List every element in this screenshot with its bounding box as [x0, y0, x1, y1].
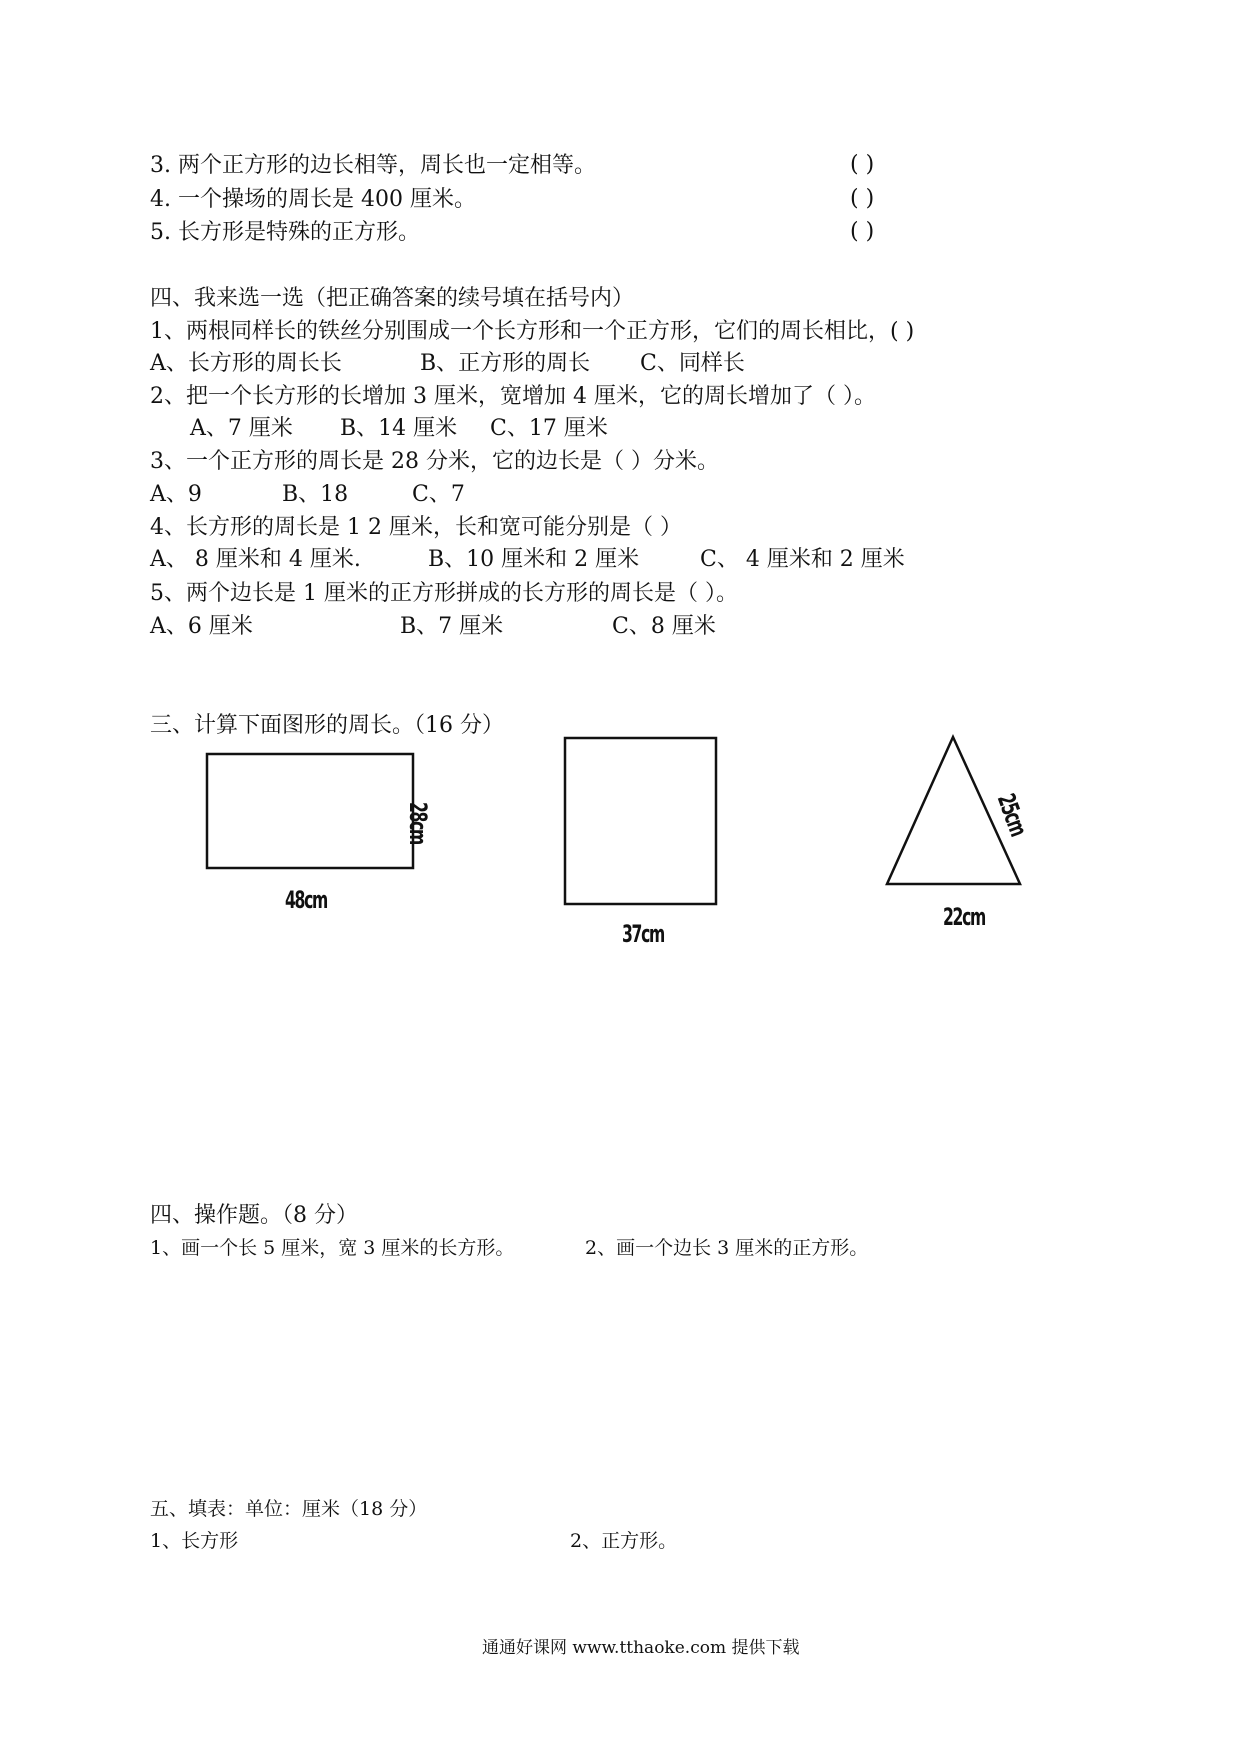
- choose-q4: 4、长方形的周长是 1 2 厘米，长和宽可能分别是（ ）: [150, 515, 682, 540]
- choose-q5-option-b: B、7 厘米: [400, 614, 504, 639]
- choose-q2-option-b: B、14 厘米: [340, 416, 458, 441]
- table-part-1: 1、长方形: [150, 1530, 239, 1552]
- choose-q3: 3、一个正方形的周长是 28 分米，它的边长是（ ）分米。: [150, 449, 719, 474]
- judge-paren-5[interactable]: ( ): [850, 219, 875, 244]
- judge-item-5: 5. 长方形是特殊的正方形。: [150, 220, 420, 245]
- square-side-label: 37cm: [622, 920, 665, 948]
- operate-task-1: 1、画一个长 5 厘米，宽 3 厘米的长方形。: [150, 1237, 515, 1259]
- choose-q4-option-b: B、10 厘米和 2 厘米: [428, 547, 640, 572]
- judge-paren-3[interactable]: ( ): [850, 152, 875, 177]
- choose-q4-option-c: C、 4 厘米和 2 厘米: [700, 547, 905, 572]
- table-heading: 五、填表：单位：厘米（18 分）: [150, 1498, 428, 1520]
- judge-item-3: 3. 两个正方形的边长相等，周长也一定相等。: [150, 153, 596, 178]
- square-shape: [565, 738, 716, 904]
- choose-q3-option-a: A、9: [150, 482, 202, 507]
- triangle-base-label: 22cm: [943, 903, 986, 931]
- judge-paren-4[interactable]: ( ): [850, 186, 875, 211]
- choose-q3-option-b: B、18: [282, 482, 349, 507]
- rectangle-shape: [207, 754, 413, 868]
- choose-q2-option-c: C、17 厘米: [490, 416, 608, 441]
- rect-height-label: 28cm: [404, 802, 432, 845]
- choose-q2: 2、把一个长方形的长增加 3 厘米，宽增加 4 厘米，它的周长增加了（ ）。: [150, 384, 876, 409]
- rect-width-label: 48cm: [285, 886, 328, 914]
- choose-q5: 5、两个边长是 1 厘米的正方形拼成的长方形的周长是（ ）。: [150, 581, 738, 606]
- triangle-side-label: 25cm: [991, 790, 1033, 840]
- choose-q3-option-c: C、7: [412, 482, 465, 507]
- calc-heading: 三、计算下面图形的周长。（16 分）: [150, 713, 504, 738]
- choose-q2-option-a: A、7 厘米: [190, 416, 293, 441]
- choose-q1: 1、两根同样长的铁丝分别围成一个长方形和一个正方形，它们的周长相比，( ): [150, 319, 915, 344]
- choose-q1-option-a: A、长方形的周长长: [150, 351, 342, 376]
- judge-item-4: 4. 一个操场的周长是 400 厘米。: [150, 187, 476, 212]
- choose-heading: 四、我来选一选（把正确答案的续号填在括号内）: [150, 286, 635, 311]
- choose-q1-option-c: C、同样长: [640, 351, 745, 376]
- choose-q4-option-a: A、 8 厘米和 4 厘米.: [150, 547, 361, 572]
- operate-heading: 四、操作题。（8 分）: [150, 1203, 358, 1228]
- choose-q1-option-b: B、正方形的周长: [420, 351, 591, 376]
- choose-q5-option-a: A、6 厘米: [150, 614, 253, 639]
- operate-task-2: 2、画一个边长 3 厘米的正方形。: [585, 1237, 869, 1259]
- table-part-2: 2、正方形。: [570, 1530, 678, 1552]
- choose-q5-option-c: C、8 厘米: [612, 614, 716, 639]
- footer-text: 通通好课网 www.tthaoke.com 提供下载: [482, 1638, 800, 1658]
